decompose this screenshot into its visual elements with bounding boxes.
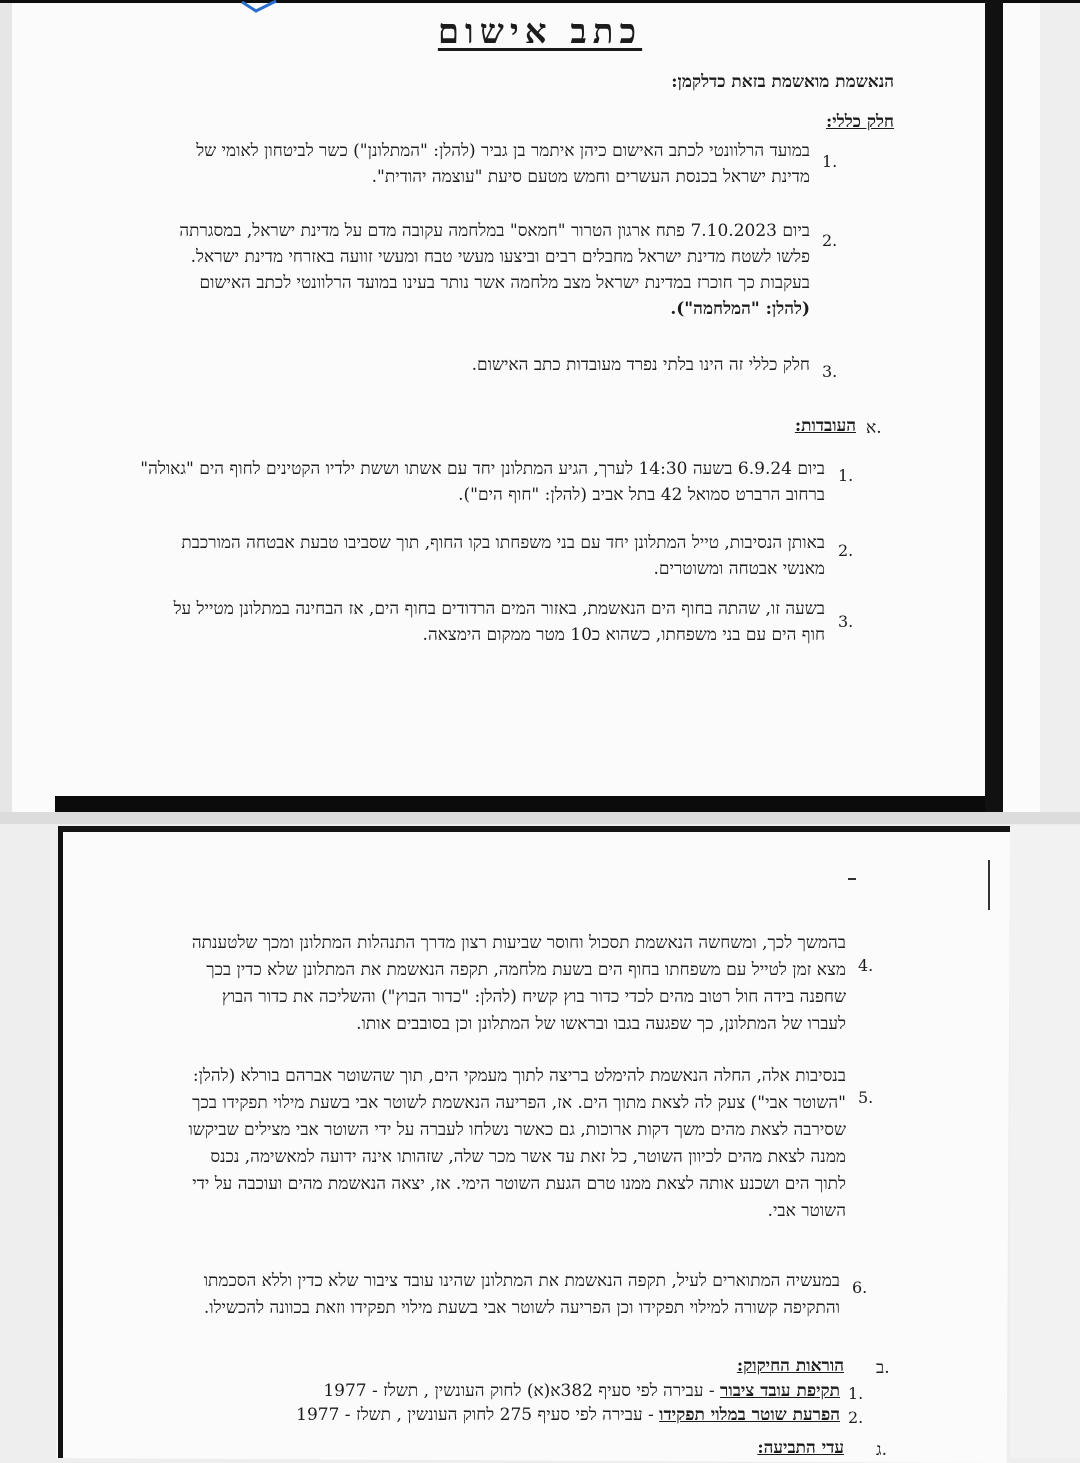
facts-item-1-line-2: ברחוב הרברט סמואל 42 בתל אביב (להלן: "חוף הים"). bbox=[458, 485, 825, 505]
facts-item-4-number: 4. bbox=[858, 956, 874, 975]
general-item-2 bbox=[120, 218, 810, 322]
general-item-2-line-3: בעקבות כך חוכרז במדינת ישראל מצב מלחמה אשר נותר בעינו במועד הרלוונטי לכתב האישום bbox=[199, 273, 810, 293]
law-item-1-number: 1. bbox=[848, 1384, 864, 1403]
general-item-3 bbox=[120, 352, 810, 378]
facts-item-4-line-1: בהמשך לכך, ומשחשה הנאשמת תסכול וחוסר שביעות רצון מדרך התנהלות המתלונן ומכך שלטענתה bbox=[191, 933, 846, 953]
scan-edge-left bbox=[58, 826, 63, 1458]
scan-line-mark bbox=[988, 860, 990, 910]
facts-item-3-line-2: חוף הים עם בני משפחתו, כשהוא כ10 מטר ממקום הימצאה. bbox=[422, 625, 825, 645]
facts-item-5-line-6: השוטר אבי. bbox=[767, 1201, 846, 1221]
general-item-2-line-2: פלשו לשטח מדינת ישראל מחבלים רבים וביצעו מעשי טבח ומעשי זוועה באזרחי מדינת ישראל. bbox=[190, 247, 810, 267]
facts-item-2 bbox=[130, 530, 825, 582]
facts-item-5 bbox=[150, 1063, 846, 1225]
facts-item-1 bbox=[130, 456, 825, 508]
law-item-2-offense: הפרעת שוטר במלוי תפקידו bbox=[659, 1405, 840, 1425]
facts-item-6-line-1: במעשיה המתוארים לעיל, תקפה הנאשמת את המתלונן שהינו עובד ציבור שלא כדין וללא הסכמתו bbox=[203, 1271, 840, 1291]
facts-item-5-line-3: שסירבה לצאת מהים משך דקות ארוכות, גם כאשר נשלחו לעברה על ידי השוטר אבי מצילים שביקשו bbox=[188, 1120, 846, 1140]
facts-item-5-line-1: בנסיבות אלה, החלה הנאשמת להימלט בריצה לתוך מעמקי הים, תוך שהשוטר אברהם בורלא (להלן: bbox=[192, 1066, 846, 1086]
intro-line: הנאשמת מואשמת בזאת כדלקמן: bbox=[671, 72, 894, 92]
scan-dot-mark bbox=[848, 878, 856, 880]
pen-mark-icon bbox=[240, 0, 280, 14]
facts-section-letter: א. bbox=[866, 418, 882, 438]
law-item-2-clause: - עבירה לפי סעיף 275 לחוק העונשין , תשלז - 1977 bbox=[296, 1405, 660, 1425]
general-item-2-number: 2. bbox=[822, 231, 838, 250]
facts-item-3-line-1: בשעה זו, שהתה בחוף הים הנאשמת, באזור המים הרדודים בחוף הים, אז הבחינה במתלונן מטייל על bbox=[173, 599, 825, 619]
law-section-letter: ב. bbox=[876, 1358, 890, 1378]
law-item-1 bbox=[240, 1378, 840, 1404]
indictment-title: כתב אישום bbox=[437, 12, 643, 52]
facts-item-6 bbox=[140, 1268, 840, 1322]
general-item-1-line-2: מדינת ישראל בכנסת העשרים וחמש מטעם סיעת "עוצמה יהודית". bbox=[371, 167, 810, 187]
facts-item-2-line-2: מאנשי אבטחה ומשוטרים. bbox=[653, 559, 825, 579]
facts-item-5-number: 5. bbox=[858, 1088, 874, 1107]
general-item-2-line-1: ביום 7.10.2023 פתח ארגון הטרור "חמאס" במלחמה עקובה מדם על מדינת ישראל, במסגרתה bbox=[179, 221, 810, 241]
page-gap bbox=[0, 812, 1080, 824]
facts-item-3-number: 3. bbox=[838, 612, 854, 631]
facts-item-5-line-2: "השוטר אבי") צעק לה לצאת מתוך הים. אז, הפריעה הנאשמת לשוטר אבי בשעת מילוי תפקידו בכך bbox=[192, 1093, 846, 1113]
law-heading: הוראות החיקוק: bbox=[736, 1356, 844, 1376]
general-item-1-line-1: במועד הרלוונטי לכתב האישום כיהן איתמר בן גביר (להלן: "המתלונן") כשר לביטחון לאומי של bbox=[196, 141, 810, 161]
witness-section-letter: ג. bbox=[876, 1440, 888, 1460]
facts-heading: העובדות: bbox=[794, 416, 856, 436]
facts-item-4-line-2: מצא זמן לטייל עם משפחתו בחוף הים בשעת מלחמה, תקפה הנאשמת את המתלונן שלא כדין בכך bbox=[206, 960, 846, 980]
facts-item-5-line-5: לתוך הים ושכנע אותה לצאת ממנו טרם הגעת השוטר הימי. אז, יצאה הנאשמת מהים ועוכבה על ידי bbox=[192, 1174, 846, 1194]
facts-item-4-line-4: לעברו של המתלונן, כך שפגעה בגבו ובראשו של המתלונן וכן בסובבים אותו. bbox=[356, 1014, 846, 1034]
law-item-1-offense: תקיפת עובד ציבור bbox=[720, 1381, 840, 1401]
facts-item-6-number: 6. bbox=[852, 1278, 868, 1297]
law-item-2-number: 2. bbox=[848, 1408, 864, 1427]
law-item-2 bbox=[240, 1402, 840, 1428]
scan-margin-left bbox=[0, 0, 12, 812]
general-item-1-number: 1. bbox=[822, 152, 838, 171]
scan-edge-top-2 bbox=[60, 826, 1010, 832]
law-item-1-clause: - עבירה לפי סעיף 382א(א) לחוק העונשין , תשלז - 1977 bbox=[323, 1381, 721, 1401]
witness-heading: עדי התביעה: bbox=[757, 1438, 844, 1458]
facts-item-3 bbox=[130, 596, 825, 648]
facts-item-1-line-1: ביום 6.9.24 בשעה 14:30 לערך, הגיע המתלונן יחד עם אשתו וששת ילדיו הקטינים לחוף הים "גאולה" bbox=[140, 459, 825, 479]
scan-edge-top bbox=[0, 0, 1080, 3]
general-item-3-number: 3. bbox=[822, 362, 838, 381]
facts-item-4-line-3: שחפנה בידה חול רטוב מהים לכדי כדור בוץ קשיח (להלן: "כדור הבוץ") והשליכה את כדור הבוץ bbox=[221, 987, 846, 1007]
facts-item-1-number: 1. bbox=[838, 466, 854, 485]
scan-edge-right bbox=[985, 0, 1003, 814]
general-item-3-line-1: חלק כללי זה הינו בלתי נפרד מעובדות כתב האישום. bbox=[471, 355, 810, 375]
facts-item-6-line-2: והתקיפה קשורה למילוי תפקידו וכן הפריעה לשוטר אבי בשעת מילוי תפקידו וזאת בכוונה להכשילו. bbox=[203, 1298, 840, 1318]
general-item-2-line-4: (להלן: "המלחמה"). bbox=[670, 299, 810, 319]
facts-item-2-line-1: באותן הנסיבות, טייל המתלונן יחד עם בני משפחתו בקו החוף, תוך שסביבו טבעת אבטחה המורכבת bbox=[181, 533, 825, 553]
scan-margin-right bbox=[1010, 826, 1080, 1458]
facts-item-4 bbox=[140, 930, 846, 1038]
general-item-1 bbox=[120, 138, 810, 190]
facts-item-5-line-4: ממנה לצאת מהים לכיוון השוטר, כל זאת עד אשר מכר שלה, שזהותו אינה ידועה למאשימה, נכנס bbox=[210, 1147, 846, 1167]
general-heading: חלק כללי: bbox=[826, 112, 894, 132]
facts-item-2-number: 2. bbox=[838, 541, 854, 560]
